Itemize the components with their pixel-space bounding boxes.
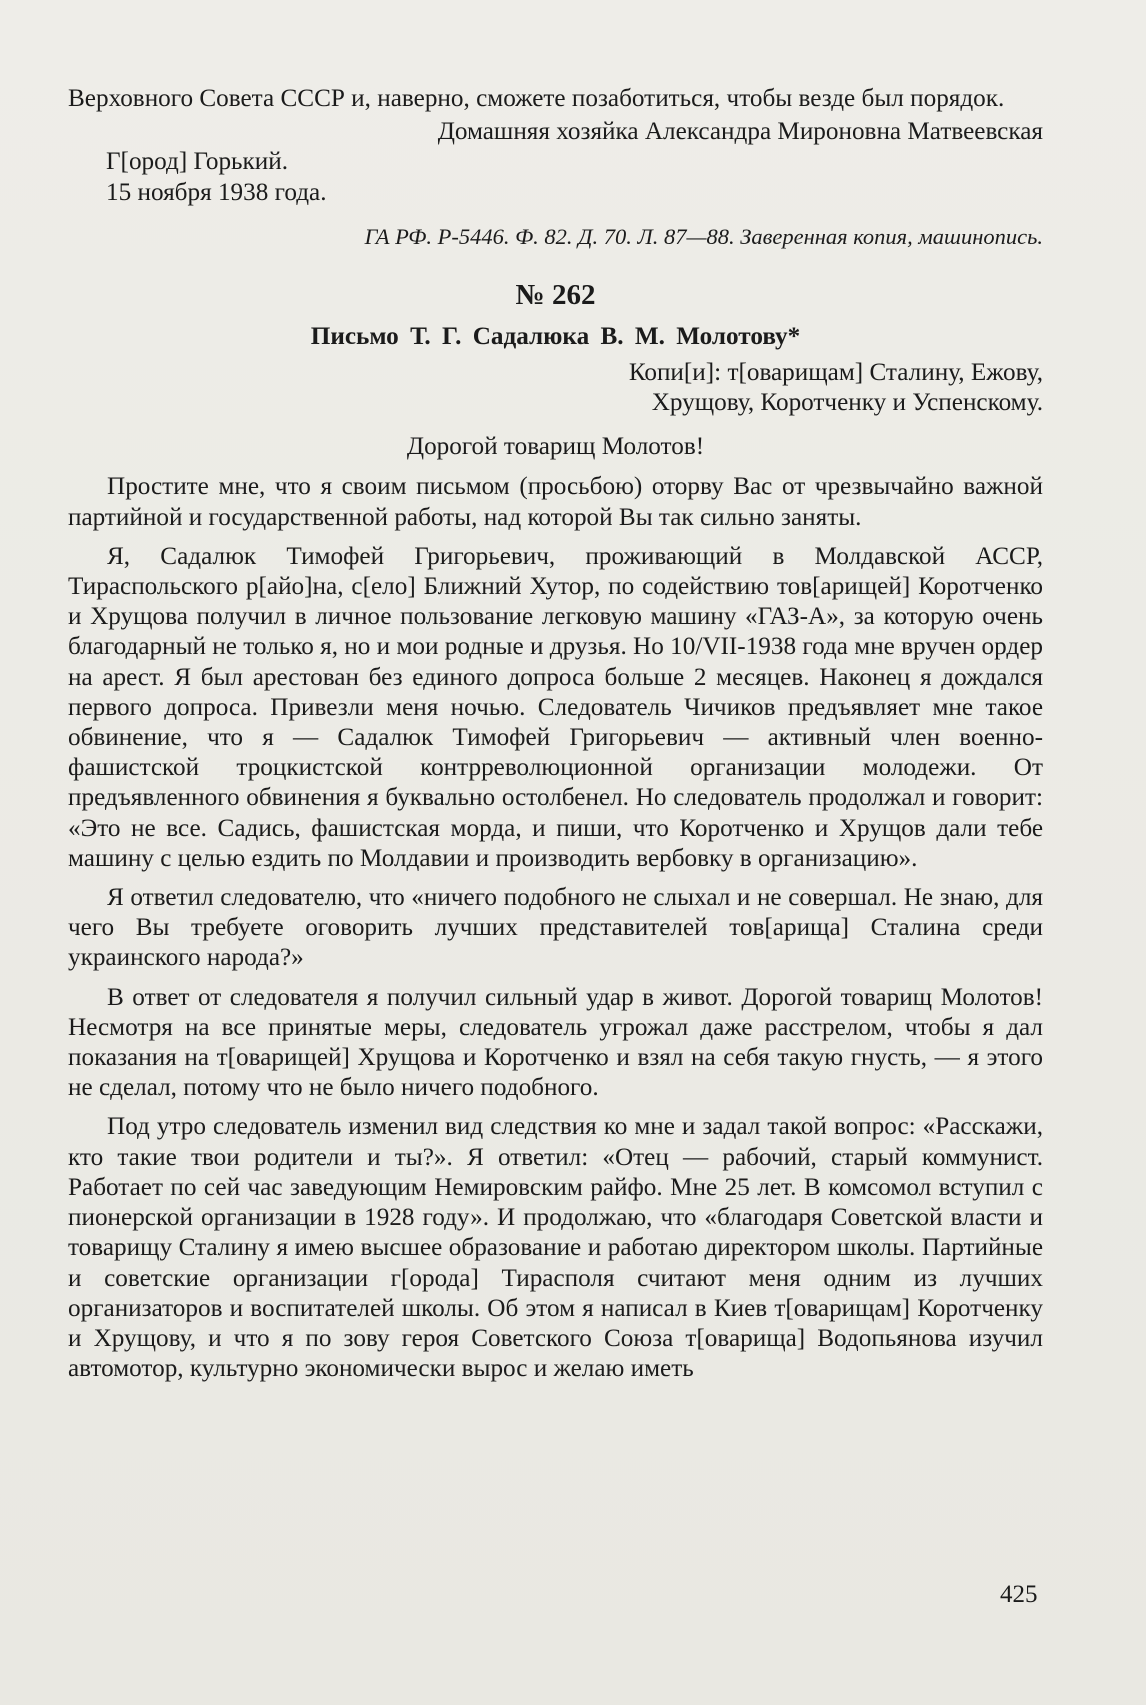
copies-line-1: Копи[и]: т[оварищам] Сталину, Ежову, [628,358,1043,386]
previous-document-place: Г[ород] Горький. [106,148,289,176]
letter-paragraph: Простите мне, что я своим письмом (просьбою) оторву Вас от чрезвычайно важной партийной и государственной работы, над которой Вы так сильно заняты. [68,473,1043,531]
page-number: 425 [1000,1581,1038,1608]
copies-line-2: Хрущову, Коротченку и Успенскому. [651,389,1043,417]
previous-document-closing-text: Верховного Совета СССР и, наверно, сможете позаботиться, чтобы везде был порядок. [68,85,1005,112]
salutation: Дорогой товарищ Молотов! [406,433,705,461]
previous-document-date: 15 ноября 1938 года. [106,178,327,206]
page-content [68,84,1043,1384]
document-title: Письмо Т. Г. Садалюка В. М. Молотову* [310,322,801,350]
letter-paragraph: Я, Садалюк Тимофей Григорьевич, проживающий в Молдавской АССР, Тираспольского р[айо]на, с[ело] Ближний Хутор, по содействию тов[арищей] Коротченко и Хрущова получил в личное пользование легковую машину «ГАЗ-А», за которую очень благодарный не только я, но и мои родные и друзья. Но 10/VII-1938 года мне вручен ордер на арест. Я был арестован без единого допроса больше 2 месяцев. Наконец я дождался первого допроса. Привезли меня ночью. Следователь Чичиков предъявляет мне такое обвинение, что я — Садалюк Тимофей Григорьевич — активный член военно-фашистской троцкистской контрреволюционной организации молодежи. От предъявленного обвинения я буквально остолбенел. Но следователь продолжал и говорит: «Это не все. Садись, фашистская морда, и пиши, что Коротченко и Хрущов дали тебе машину с целью ездить по Молдавии и производить вербовку в организацию». [68,542,1043,872]
previous-document-signature: Домашняя хозяйка Александра Мироновна Матвеевская [437,118,1043,146]
letter-paragraph: В ответ от следователя я получил сильный удар в живот. Дорогой товарищ Молотов! Несмотря на все принятые меры, следователь угрожал даже расстрелом, чтобы я дал показания на т[оварищей] Хрущова и Коротченко и взял на себя такую гнусть, — я этого не сделал, потому что не было ничего подобного. [68,983,1043,1102]
letter-paragraph: Под утро следователь изменил вид следствия ко мне и задал такой вопрос: «Расскажи, кто такие твои родители и ты?». Я ответил: «Отец — рабочий, старый коммунист. Работает по сей час заведующим Немировским райфо. Мне 25 лет. В комсомол вступил с пионерской организации в 1928 году». И продолжаю, что «благодаря Советской власти и товарищу Сталину я имею высшее образование и работаю директором школы. Партийные и советские организации г[орода] Тирасполя считают меня одним из лучших организаторов и воспитателей школы. Об этом я написал в Киев т[оварищам] Коротченку и Хрущову, и что я по зову героя Советского Союза т[оварища] Водопьянова изучил автомотор, культурно экономически вырос и желаю иметь [68,1113,1043,1383]
document-number: № 262 [515,278,596,311]
archive-reference: ГА РФ. Р-5446. Ф. 82. Д. 70. Л. 87—88. Заверенная копия, машинопись. [364,223,1043,249]
letter-paragraph: Я ответил следователю, что «ничего подобного не слыхал и не совершал. Не знаю, для чего Вы требуете оговорить лучших представителей тов[арища] Сталина среди украинского народа?» [68,884,1043,972]
